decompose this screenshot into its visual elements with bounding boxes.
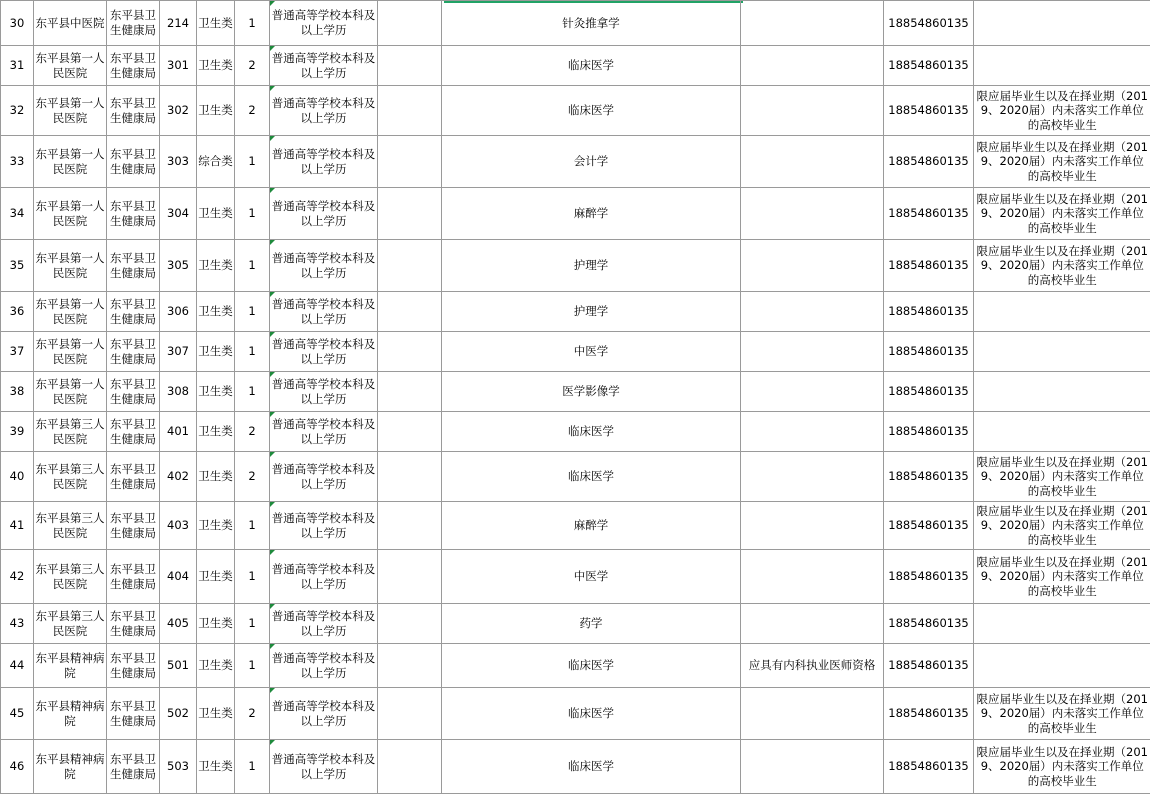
cell-employer[interactable]: 东平县第一人民医院 <box>34 188 107 240</box>
cell-other-requirements[interactable] <box>741 240 884 292</box>
cell-index[interactable]: 33 <box>1 136 34 188</box>
cell-other-requirements[interactable] <box>741 550 884 604</box>
cell-employer[interactable]: 东平县第一人民医院 <box>34 292 107 332</box>
cell-index[interactable]: 42 <box>1 550 34 604</box>
cell-major[interactable]: 麻醉学 <box>442 502 741 550</box>
cell-index[interactable]: 36 <box>1 292 34 332</box>
cell-phone[interactable]: 18854860135 <box>884 412 974 452</box>
cell-authority[interactable]: 东平县卫生健康局 <box>107 452 160 502</box>
cell-education[interactable]: 普通高等学校本科及以上学历 <box>270 550 378 604</box>
cell-position-category[interactable]: 卫生类 <box>197 372 235 412</box>
cell-headcount[interactable]: 1 <box>235 188 270 240</box>
cell-headcount[interactable]: 1 <box>235 292 270 332</box>
cell-phone[interactable]: 18854860135 <box>884 740 974 794</box>
cell-phone[interactable]: 18854860135 <box>884 46 974 86</box>
cell-other-requirements[interactable] <box>741 46 884 86</box>
cell-position-category[interactable]: 卫生类 <box>197 452 235 502</box>
cell-empty[interactable] <box>378 86 442 136</box>
cell-headcount[interactable]: 2 <box>235 688 270 740</box>
cell-employer[interactable]: 东平县第三人民医院 <box>34 502 107 550</box>
cell-headcount[interactable]: 1 <box>235 332 270 372</box>
cell-authority[interactable]: 东平县卫生健康局 <box>107 412 160 452</box>
cell-authority[interactable]: 东平县卫生健康局 <box>107 372 160 412</box>
cell-other-requirements[interactable] <box>741 740 884 794</box>
cell-headcount[interactable]: 1 <box>235 240 270 292</box>
cell-note[interactable]: 限应届毕业生以及在择业期（2019、2020届）内未落实工作单位的高校毕业生 <box>974 740 1150 794</box>
table-row <box>1 136 1150 188</box>
cell-major[interactable]: 药学 <box>442 604 741 644</box>
table-body <box>1 1 1150 794</box>
cell-employer[interactable]: 东平县精神病院 <box>34 644 107 688</box>
cell-position-category[interactable]: 卫生类 <box>197 688 235 740</box>
cell-headcount[interactable]: 1 <box>235 550 270 604</box>
cell-major[interactable]: 临床医学 <box>442 86 741 136</box>
table-row <box>1 46 1150 86</box>
cell-position-category[interactable]: 卫生类 <box>197 502 235 550</box>
cell-phone[interactable]: 18854860135 <box>884 332 974 372</box>
cell-position-code[interactable]: 405 <box>160 604 197 644</box>
cell-index[interactable]: 34 <box>1 188 34 240</box>
cell-authority[interactable]: 东平县卫生健康局 <box>107 240 160 292</box>
cell-position-category[interactable]: 卫生类 <box>197 1 235 46</box>
cell-index[interactable]: 44 <box>1 644 34 688</box>
cell-position-category[interactable]: 卫生类 <box>197 332 235 372</box>
cell-headcount[interactable]: 1 <box>235 502 270 550</box>
cell-education[interactable]: 普通高等学校本科及以上学历 <box>270 644 378 688</box>
cell-major[interactable]: 临床医学 <box>442 412 741 452</box>
cell-authority[interactable]: 东平县卫生健康局 <box>107 46 160 86</box>
cell-major[interactable]: 护理学 <box>442 240 741 292</box>
cell-employer[interactable]: 东平县精神病院 <box>34 688 107 740</box>
cell-major[interactable]: 临床医学 <box>442 452 741 502</box>
cell-education[interactable]: 普通高等学校本科及以上学历 <box>270 412 378 452</box>
table-row <box>1 550 1150 604</box>
table-row <box>1 240 1150 292</box>
cell-headcount[interactable]: 1 <box>235 136 270 188</box>
cell-position-code[interactable]: 503 <box>160 740 197 794</box>
cell-authority[interactable]: 东平县卫生健康局 <box>107 604 160 644</box>
cell-empty[interactable] <box>378 452 442 502</box>
cell-position-category[interactable]: 卫生类 <box>197 604 235 644</box>
cell-authority[interactable]: 东平县卫生健康局 <box>107 688 160 740</box>
table-row <box>1 332 1150 372</box>
cell-index[interactable]: 39 <box>1 412 34 452</box>
cell-education[interactable]: 普通高等学校本科及以上学历 <box>270 1 378 46</box>
cell-position-code[interactable]: 214 <box>160 1 197 46</box>
cell-index[interactable]: 30 <box>1 1 34 46</box>
cell-note[interactable]: 限应届毕业生以及在择业期（2019、2020届）内未落实工作单位的高校毕业生 <box>974 188 1150 240</box>
cell-position-category[interactable]: 卫生类 <box>197 188 235 240</box>
cell-employer[interactable]: 东平县第三人民医院 <box>34 604 107 644</box>
cell-phone[interactable]: 18854860135 <box>884 604 974 644</box>
cell-other-requirements[interactable] <box>741 502 884 550</box>
cell-position-category[interactable]: 卫生类 <box>197 412 235 452</box>
cell-position-code[interactable]: 308 <box>160 372 197 412</box>
cell-phone[interactable]: 18854860135 <box>884 240 974 292</box>
cell-empty[interactable] <box>378 188 442 240</box>
cell-education[interactable]: 普通高等学校本科及以上学历 <box>270 292 378 332</box>
cell-education[interactable]: 普通高等学校本科及以上学历 <box>270 332 378 372</box>
cell-note[interactable]: 限应届毕业生以及在择业期（2019、2020届）内未落实工作单位的高校毕业生 <box>974 550 1150 604</box>
cell-major[interactable]: 中医学 <box>442 332 741 372</box>
cell-position-category[interactable]: 卫生类 <box>197 240 235 292</box>
cell-phone[interactable]: 18854860135 <box>884 1 974 46</box>
cell-authority[interactable]: 东平县卫生健康局 <box>107 86 160 136</box>
cell-note[interactable]: 限应届毕业生以及在择业期（2019、2020届）内未落实工作单位的高校毕业生 <box>974 240 1150 292</box>
cell-position-code[interactable]: 404 <box>160 550 197 604</box>
cell-other-requirements[interactable] <box>741 86 884 136</box>
cell-index[interactable]: 46 <box>1 740 34 794</box>
cell-empty[interactable] <box>378 292 442 332</box>
cell-empty[interactable] <box>378 502 442 550</box>
cell-major[interactable]: 临床医学 <box>442 644 741 688</box>
table-row <box>1 502 1150 550</box>
cell-employer[interactable]: 东平县中医院 <box>34 1 107 46</box>
cell-empty[interactable] <box>378 240 442 292</box>
cell-education[interactable]: 普通高等学校本科及以上学历 <box>270 452 378 502</box>
cell-index[interactable]: 37 <box>1 332 34 372</box>
cell-index[interactable]: 45 <box>1 688 34 740</box>
cell-other-requirements[interactable] <box>741 604 884 644</box>
cell-position-category[interactable]: 卫生类 <box>197 86 235 136</box>
cell-note[interactable] <box>974 604 1150 644</box>
cell-headcount[interactable]: 1 <box>235 372 270 412</box>
cell-major[interactable]: 临床医学 <box>442 688 741 740</box>
cell-employer[interactable]: 东平县第一人民医院 <box>34 332 107 372</box>
cell-position-code[interactable]: 306 <box>160 292 197 332</box>
cell-major[interactable]: 针灸推拿学 <box>442 1 741 46</box>
cell-position-code[interactable]: 304 <box>160 188 197 240</box>
cell-note[interactable] <box>974 372 1150 412</box>
cell-note[interactable] <box>974 292 1150 332</box>
cell-authority[interactable]: 东平县卫生健康局 <box>107 1 160 46</box>
cell-education[interactable]: 普通高等学校本科及以上学历 <box>270 188 378 240</box>
cell-authority[interactable]: 东平县卫生健康局 <box>107 188 160 240</box>
cell-headcount[interactable]: 1 <box>235 604 270 644</box>
cell-employer[interactable]: 东平县第三人民医院 <box>34 412 107 452</box>
cell-phone[interactable]: 18854860135 <box>884 292 974 332</box>
cell-authority[interactable]: 东平县卫生健康局 <box>107 550 160 604</box>
cell-education[interactable]: 普通高等学校本科及以上学历 <box>270 604 378 644</box>
cell-education[interactable]: 普通高等学校本科及以上学历 <box>270 688 378 740</box>
cell-phone[interactable]: 18854860135 <box>884 502 974 550</box>
cell-phone[interactable]: 18854860135 <box>884 452 974 502</box>
cell-employer[interactable]: 东平县第一人民医院 <box>34 240 107 292</box>
cell-education[interactable]: 普通高等学校本科及以上学历 <box>270 372 378 412</box>
cell-position-code[interactable]: 401 <box>160 412 197 452</box>
cell-note[interactable] <box>974 332 1150 372</box>
cell-position-code[interactable]: 402 <box>160 452 197 502</box>
table-row <box>1 86 1150 136</box>
cell-other-requirements[interactable] <box>741 188 884 240</box>
cell-index[interactable]: 35 <box>1 240 34 292</box>
cell-position-category[interactable]: 综合类 <box>197 136 235 188</box>
cell-employer[interactable]: 东平县第一人民医院 <box>34 86 107 136</box>
cell-employer[interactable]: 东平县第一人民医院 <box>34 46 107 86</box>
table-row <box>1 604 1150 644</box>
cell-position-code[interactable]: 502 <box>160 688 197 740</box>
cell-note[interactable] <box>974 644 1150 688</box>
cell-other-requirements[interactable] <box>741 1 884 46</box>
cell-employer[interactable]: 东平县第一人民医院 <box>34 136 107 188</box>
cell-major[interactable]: 会计学 <box>442 136 741 188</box>
cell-major[interactable]: 医学影像学 <box>442 372 741 412</box>
cell-position-code[interactable]: 403 <box>160 502 197 550</box>
cell-other-requirements[interactable] <box>741 412 884 452</box>
cell-headcount[interactable]: 2 <box>235 412 270 452</box>
cell-empty[interactable] <box>378 136 442 188</box>
cell-note[interactable] <box>974 412 1150 452</box>
cell-index[interactable]: 31 <box>1 46 34 86</box>
cell-empty[interactable] <box>378 412 442 452</box>
cell-empty[interactable] <box>378 46 442 86</box>
cell-employer[interactable]: 东平县第三人民医院 <box>34 550 107 604</box>
cell-note[interactable]: 限应届毕业生以及在择业期（2019、2020届）内未落实工作单位的高校毕业生 <box>974 502 1150 550</box>
cell-education[interactable]: 普通高等学校本科及以上学历 <box>270 502 378 550</box>
table-row <box>1 188 1150 240</box>
cell-education[interactable]: 普通高等学校本科及以上学历 <box>270 86 378 136</box>
cell-position-code[interactable]: 307 <box>160 332 197 372</box>
cell-employer[interactable]: 东平县精神病院 <box>34 740 107 794</box>
cell-phone[interactable]: 18854860135 <box>884 372 974 412</box>
cell-empty[interactable] <box>378 1 442 46</box>
cell-other-requirements[interactable] <box>741 452 884 502</box>
cell-position-category[interactable]: 卫生类 <box>197 292 235 332</box>
cell-empty[interactable] <box>378 604 442 644</box>
cell-major[interactable]: 临床医学 <box>442 740 741 794</box>
cell-position-code[interactable]: 303 <box>160 136 197 188</box>
cell-phone[interactable]: 18854860135 <box>884 550 974 604</box>
cell-education[interactable]: 普通高等学校本科及以上学历 <box>270 740 378 794</box>
cell-other-requirements[interactable] <box>741 292 884 332</box>
cell-authority[interactable]: 东平县卫生健康局 <box>107 502 160 550</box>
cell-major[interactable]: 中医学 <box>442 550 741 604</box>
cell-note[interactable] <box>974 1 1150 46</box>
cell-empty[interactable] <box>378 740 442 794</box>
cell-index[interactable]: 38 <box>1 372 34 412</box>
cell-position-category[interactable]: 卫生类 <box>197 740 235 794</box>
cell-other-requirements[interactable]: 应具有内科执业医师资格 <box>741 644 884 688</box>
cell-other-requirements[interactable] <box>741 136 884 188</box>
cell-authority[interactable]: 东平县卫生健康局 <box>107 740 160 794</box>
cell-education[interactable]: 普通高等学校本科及以上学历 <box>270 136 378 188</box>
cell-education[interactable]: 普通高等学校本科及以上学历 <box>270 240 378 292</box>
cell-note[interactable] <box>974 46 1150 86</box>
cell-employer[interactable]: 东平县第三人民医院 <box>34 452 107 502</box>
cell-note[interactable]: 限应届毕业生以及在择业期（2019、2020届）内未落实工作单位的高校毕业生 <box>974 688 1150 740</box>
cell-major[interactable]: 临床医学 <box>442 46 741 86</box>
cell-position-category[interactable]: 卫生类 <box>197 644 235 688</box>
table-row <box>1 292 1150 332</box>
cell-phone[interactable]: 18854860135 <box>884 188 974 240</box>
cell-authority[interactable]: 东平县卫生健康局 <box>107 136 160 188</box>
cell-position-code[interactable]: 305 <box>160 240 197 292</box>
cell-education[interactable]: 普通高等学校本科及以上学历 <box>270 46 378 86</box>
cell-position-category[interactable]: 卫生类 <box>197 550 235 604</box>
cell-headcount[interactable]: 1 <box>235 1 270 46</box>
cell-headcount[interactable]: 1 <box>235 644 270 688</box>
cell-note[interactable]: 限应届毕业生以及在择业期（2019、2020届）内未落实工作单位的高校毕业生 <box>974 136 1150 188</box>
cell-empty[interactable] <box>378 644 442 688</box>
cell-other-requirements[interactable] <box>741 332 884 372</box>
cell-headcount[interactable]: 2 <box>235 452 270 502</box>
cell-authority[interactable]: 东平县卫生健康局 <box>107 292 160 332</box>
cell-major[interactable]: 护理学 <box>442 292 741 332</box>
cell-position-code[interactable]: 302 <box>160 86 197 136</box>
cell-authority[interactable]: 东平县卫生健康局 <box>107 644 160 688</box>
table-row <box>1 372 1150 412</box>
cell-authority[interactable]: 东平县卫生健康局 <box>107 332 160 372</box>
cell-index[interactable]: 40 <box>1 452 34 502</box>
cell-empty[interactable] <box>378 688 442 740</box>
cell-other-requirements[interactable] <box>741 372 884 412</box>
cell-empty[interactable] <box>378 372 442 412</box>
cell-note[interactable]: 限应届毕业生以及在择业期（2019、2020届）内未落实工作单位的高校毕业生 <box>974 452 1150 502</box>
table-row <box>1 644 1150 688</box>
cell-index[interactable]: 43 <box>1 604 34 644</box>
cell-index[interactable]: 41 <box>1 502 34 550</box>
table-row <box>1 452 1150 502</box>
cell-position-code[interactable]: 501 <box>160 644 197 688</box>
table-row <box>1 688 1150 740</box>
cell-other-requirements[interactable] <box>741 688 884 740</box>
cell-position-code[interactable]: 301 <box>160 46 197 86</box>
cell-note[interactable]: 限应届毕业生以及在择业期（2019、2020届）内未落实工作单位的高校毕业生 <box>974 86 1150 136</box>
cell-headcount[interactable]: 1 <box>235 740 270 794</box>
table-row <box>1 740 1150 794</box>
cell-employer[interactable]: 东平县第一人民医院 <box>34 372 107 412</box>
cell-headcount[interactable]: 2 <box>235 86 270 136</box>
cell-phone[interactable]: 18854860135 <box>884 86 974 136</box>
cell-index[interactable]: 32 <box>1 86 34 136</box>
cell-phone[interactable]: 18854860135 <box>884 136 974 188</box>
cell-major[interactable]: 麻醉学 <box>442 188 741 240</box>
table-row <box>1 1 1150 46</box>
cell-empty[interactable] <box>378 332 442 372</box>
cell-phone[interactable]: 18854860135 <box>884 688 974 740</box>
cell-headcount[interactable]: 2 <box>235 46 270 86</box>
cell-phone[interactable]: 18854860135 <box>884 644 974 688</box>
table-row <box>1 412 1150 452</box>
cell-position-category[interactable]: 卫生类 <box>197 46 235 86</box>
cell-empty[interactable] <box>378 550 442 604</box>
